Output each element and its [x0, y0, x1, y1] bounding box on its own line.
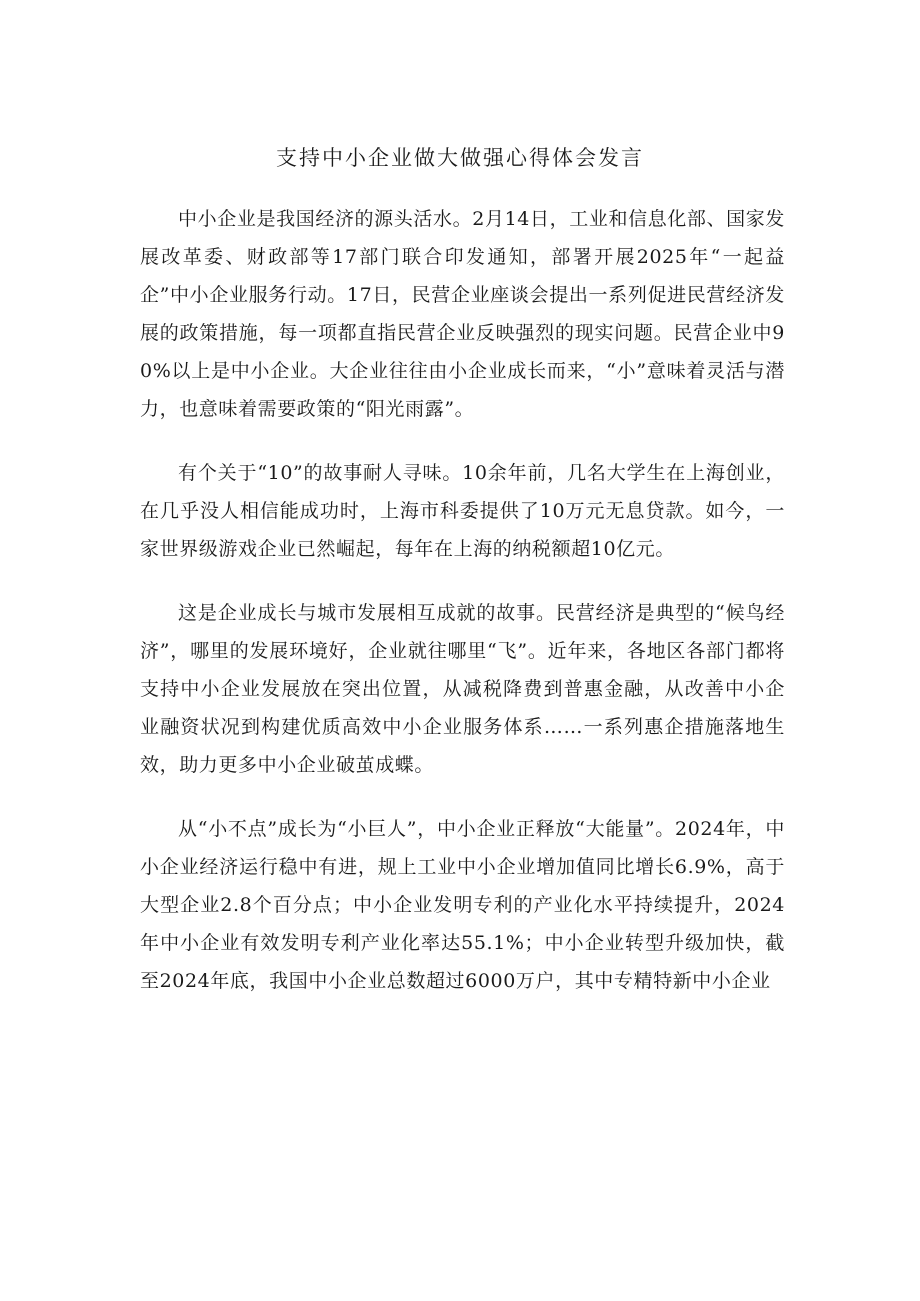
paragraph-3: 这是企业成长与城市发展相互成就的故事。民营经济是典型的“候鸟经济”，哪里的发展环境好，企业就往哪里“飞”。近年来，各地区各部门都将支持中小企业发展放在突出位置，从减税降费到普惠金融，从改善中小企业融资状况到构建优质高效中小企业服务体系……一系列惠企措施落地生效，助力更多中小企业破茧成蝶。 [140, 602, 785, 776]
document-body [140, 200, 785, 1026]
paragraph-4: 从“小不点”成长为“小巨人”，中小企业正释放“大能量”。2024年，中小企业经济运行稳中有进，规上工业中小企业增加值同比增长6.9%，高于大型企业2.8个百分点；中小企业发明专利的产业化水平持续提升，2024年中小企业有效发明专利产业化率达55.1%；中小企业转型升级加快，截至2024年底，我国中小企业总数超过6000万户，其中专精特新中小企业 [140, 818, 785, 992]
document-title: 支持中小企业做大做强心得体会发言 [276, 146, 644, 170]
paragraph-1: 中小企业是我国经济的源头活水。2月14日，工业和信息化部、国家发展改革委、财政部等17部门联合印发通知，部署开展2025年“一起益企”中小企业服务行动。17日，民营企业座谈会提出一系列促进民营经济发展的政策措施，每一项都直指民营企业反映强烈的现实问题。民营企业中90%以上是中小企业。大企业往往由小企业成长而来，“小”意味着灵活与潜力，也意味着需要政策的“阳光雨露”。 [140, 208, 785, 420]
paragraph-2: 有个关于“10”的故事耐人寻味。10余年前，几名大学生在上海创业，在几乎没人相信能成功时，上海市科委提供了10万元无息贷款。如今，一家世界级游戏企业已然崛起，每年在上海的纳税额超10亿元。 [140, 462, 785, 560]
